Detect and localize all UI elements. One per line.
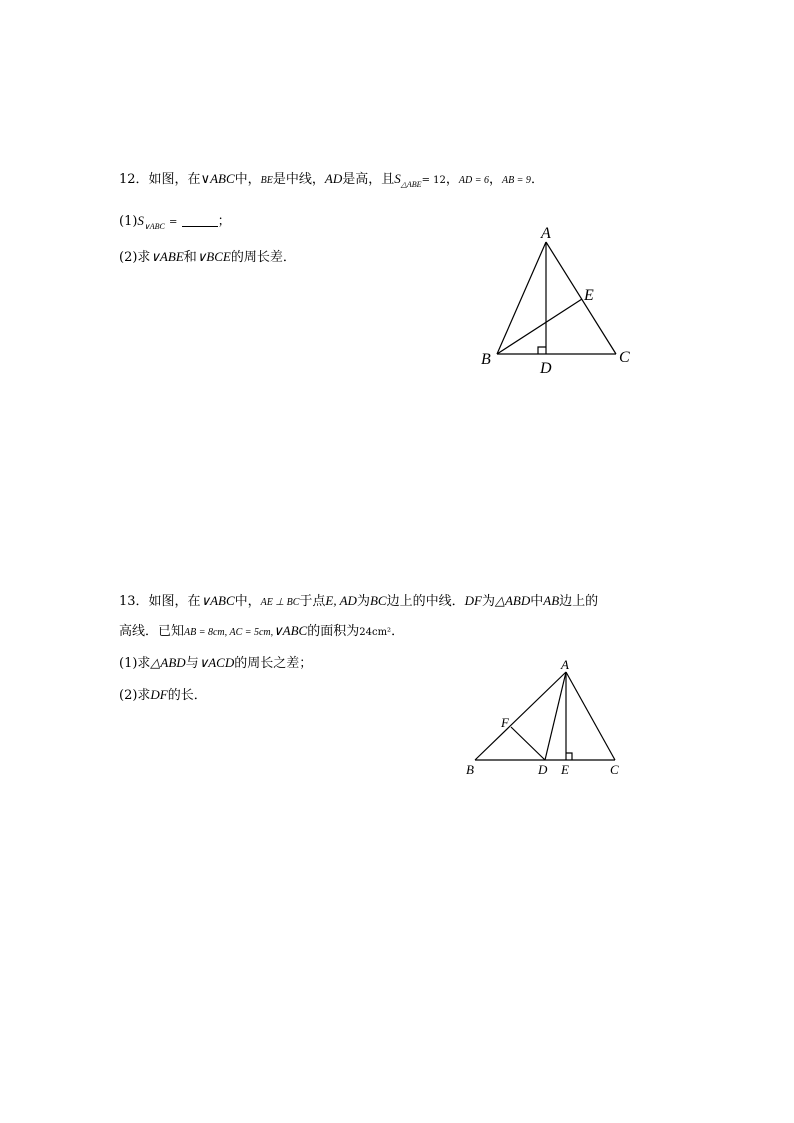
math-ab9: AB = 9 <box>501 175 531 186</box>
math-bce: ∨BCE <box>196 249 231 264</box>
math-s: S <box>394 171 401 186</box>
text: 中， <box>234 172 261 187</box>
math-area: 24cm² <box>359 627 392 638</box>
label-e: E <box>561 762 569 777</box>
text: ， <box>445 172 459 187</box>
math-abc: ∨ABC <box>273 623 308 638</box>
math-s-sub: △ABE <box>400 180 422 189</box>
math-ab: AB <box>543 593 560 608</box>
right-angle-mark <box>538 347 546 354</box>
math-abd: △ABD <box>494 593 531 608</box>
segment-ab <box>497 242 546 354</box>
text: 为 <box>481 594 495 609</box>
problem-number: 13． <box>119 594 149 609</box>
math-s-sub: ∨ABC <box>143 222 165 231</box>
math-abe: ∨ABE <box>150 249 184 264</box>
text: 如图，在 <box>148 594 201 609</box>
text: ； <box>217 214 231 229</box>
label-a: A <box>541 225 551 242</box>
text: (2)求 <box>119 688 151 703</box>
altitude-df <box>511 727 545 760</box>
text: (1)求 <box>119 656 151 671</box>
text: 中， <box>234 594 261 609</box>
text: 和 <box>183 250 197 265</box>
text: (1) <box>119 214 138 229</box>
math-abc: ∨ABC <box>200 593 235 608</box>
text: 如图，在 <box>148 172 201 187</box>
text: ． <box>530 172 544 187</box>
math-bc: BC <box>369 593 387 608</box>
figure-13 <box>475 672 615 760</box>
text: 的周长差． <box>230 250 296 265</box>
label-f: F <box>501 715 509 730</box>
math-df: DF <box>464 593 482 608</box>
median-be <box>497 299 582 354</box>
math-ad: AD <box>324 171 343 186</box>
text: 于点 <box>299 594 326 609</box>
segment-ac <box>546 242 616 354</box>
label-a: A <box>561 657 569 672</box>
label-e: E <box>584 287 594 304</box>
median-ad <box>545 672 566 760</box>
math-e-ad: E, AD <box>325 593 357 608</box>
math-eq12: = 12 <box>421 175 446 186</box>
triangle-symbol: ∨ <box>200 172 211 187</box>
segment-ac <box>566 672 615 760</box>
math-ad6: AD = 6 <box>458 175 489 186</box>
text: 边上的 <box>559 594 599 609</box>
math-givens: AB = 8cm, AC = 5cm, <box>184 627 274 638</box>
label-d: D <box>538 762 548 777</box>
label-b: B <box>466 762 474 777</box>
figure-12 <box>497 242 616 354</box>
text: 是高，且 <box>342 172 395 187</box>
text: ， <box>488 172 502 187</box>
text: 边上的中线． <box>386 594 465 609</box>
math-s: S <box>137 213 144 228</box>
text: 的面积为 <box>307 624 360 639</box>
text: 与 <box>185 656 199 671</box>
segment-ab <box>475 672 566 760</box>
math-ae-perp-bc: AE ⊥ BC <box>260 597 300 608</box>
problem-number: 12． <box>119 172 149 187</box>
math-acd: ∨ACD <box>198 655 235 670</box>
text: ． <box>391 624 405 639</box>
math-df: DF <box>150 687 168 702</box>
math-be: BE <box>260 175 273 186</box>
text: 的长． <box>167 688 207 703</box>
label-b: B <box>481 351 491 368</box>
text: 是中线， <box>272 172 325 187</box>
text: 中 <box>530 594 544 609</box>
text: 为 <box>356 594 370 609</box>
label-c: C <box>610 762 619 777</box>
text: 高线．已知 <box>119 624 185 639</box>
label-c: C <box>619 349 630 366</box>
label-d: D <box>540 360 552 377</box>
math-abd: △ABD <box>150 655 186 670</box>
text: 的周长之差； <box>234 656 313 671</box>
text: = <box>169 217 178 228</box>
figure-13-labels <box>466 657 619 777</box>
math-abc: ABC <box>210 171 235 186</box>
right-angle-mark <box>566 753 572 760</box>
text: (2)求 <box>119 250 151 265</box>
